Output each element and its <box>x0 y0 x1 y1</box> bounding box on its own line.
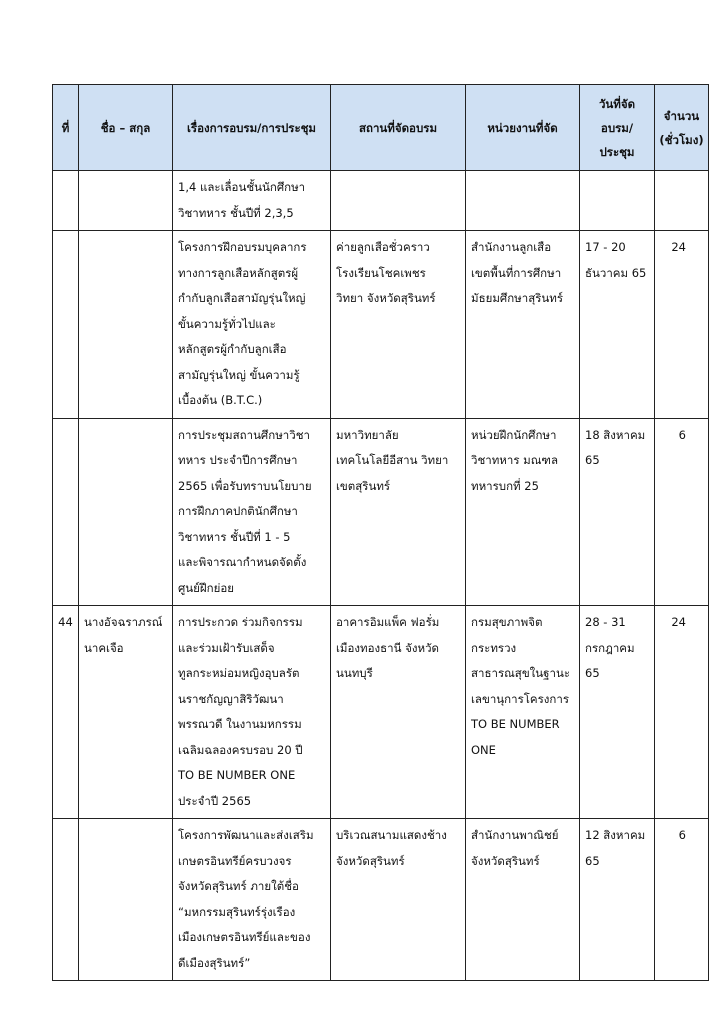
cell-no <box>53 819 79 981</box>
header-no: ที่ <box>53 85 79 171</box>
cell-date: 17 - 20 ธันวาคม 65 <box>580 231 655 419</box>
header-organizer: หน่วยงานที่จัด <box>466 85 580 171</box>
cell-name <box>79 231 173 419</box>
header-topic: เรื่องการอบรม/การประชุม <box>173 85 331 171</box>
cell-organizer: หน่วยฝึกนักศึกษา วิชาทหาร มณฑล ทหารบกที่ 25 <box>466 418 580 606</box>
cell-topic: การประกวด ร่วมกิจกรรม และร่วมเฝ้ารับเสด็จ ทูลกระหม่อมหญิงอุบลรัต นราชกัญญาสิริวัฒนา พรรณวดี ในงานมหกรรม เฉลิมฉลองครบรอบ 20 ปี TO BE NUMBER ONE ประจำปี 2565 <box>173 606 331 819</box>
table-row <box>53 418 709 606</box>
cell-venue: มหาวิทยาลัย เทคโนโลยีอีสาน วิทยา เขตสุรินทร์ <box>331 418 466 606</box>
cell-organizer: กรมสุขภาพจิต กระทรวง สาธารณสุขในฐานะ เลขานุการโครงการ TO BE NUMBER ONE <box>466 606 580 819</box>
cell-topic: 1,4 และเลื่อนชั้นนักศึกษา วิชาทหาร ชั้นปีที่ 2,3,5 <box>173 171 331 231</box>
cell-date: 12 สิงหาคม 65 <box>580 819 655 981</box>
header-hours: จำนวน (ชั่วโมง) <box>655 85 709 171</box>
cell-name: นางอัจฉราภรณ์ นาคเจือ <box>79 606 173 819</box>
cell-organizer: สำนักงานลูกเสือ เขตพื้นที่การศึกษา มัธยมศึกษาสุรินทร์ <box>466 231 580 419</box>
header-venue: สถานที่จัดอบรม <box>331 85 466 171</box>
cell-hours <box>655 171 709 231</box>
cell-venue <box>331 171 466 231</box>
cell-organizer <box>466 171 580 231</box>
cell-name <box>79 171 173 231</box>
header-name: ชื่อ – สกุล <box>79 85 173 171</box>
cell-organizer: สำนักงานพาณิชย์ จังหวัดสุรินทร์ <box>466 819 580 981</box>
training-record-table <box>52 84 709 981</box>
cell-no <box>53 171 79 231</box>
cell-topic: โครงการพัฒนาและส่งเสริม เกษตรอินทรีย์ครบวงจร จังหวัดสุรินทร์ ภายใต้ชื่อ “มหกรรมสุรินทร์รุ่งเรือง เมืองเกษตรอินทรีย์และของ ดีเมืองสุรินทร์” <box>173 819 331 981</box>
cell-hours: 24 <box>655 606 709 819</box>
cell-venue: บริเวณสนามแสดงช้าง จังหวัดสุรินทร์ <box>331 819 466 981</box>
table-row <box>53 171 709 231</box>
cell-topic: การประชุมสถานศึกษาวิชา ทหาร ประจำปีการศึกษา 2565 เพื่อรับทราบนโยบาย การฝึกภาคปกตินักศึกษา วิชาทหาร ชั้นปีที่ 1 - 5 และพิจารณากำหนดจัดตั้ง ศูนย์ฝึกย่อย <box>173 418 331 606</box>
header-row <box>53 85 709 171</box>
cell-date <box>580 171 655 231</box>
cell-date: 28 - 31 กรกฎาคม 65 <box>580 606 655 819</box>
cell-hours: 6 <box>655 819 709 981</box>
table-row <box>53 231 709 419</box>
cell-name <box>79 418 173 606</box>
header-date: วันที่จัด อบรม/ ประชุม <box>580 85 655 171</box>
cell-hours: 24 <box>655 231 709 419</box>
cell-hours: 6 <box>655 418 709 606</box>
cell-venue: ค่ายลูกเสือชั่วคราว โรงเรียนโชคเพชร วิทยา จังหวัดสุรินทร์ <box>331 231 466 419</box>
cell-no: 44 <box>53 606 79 819</box>
table-row <box>53 606 709 819</box>
table-row <box>53 819 709 981</box>
cell-venue: อาคารอิมแพ็ค ฟอรั่ม เมืองทองธานี จังหวัด นนทบุรี <box>331 606 466 819</box>
cell-no <box>53 418 79 606</box>
cell-topic: โครงการฝึกอบรมบุคลากร ทางการลูกเสือหลักสูตรผู้ กำกับลูกเสือสามัญรุ่นใหญ่ ขั้นความรู้ทั่วไปและ หลักสูตรผู้กำกับลูกเสือ สามัญรุ่นใหญ่ ขั้นความรู้ เบื้องต้น (B.T.C.) <box>173 231 331 419</box>
cell-date: 18 สิงหาคม 65 <box>580 418 655 606</box>
cell-no <box>53 231 79 419</box>
cell-name <box>79 819 173 981</box>
